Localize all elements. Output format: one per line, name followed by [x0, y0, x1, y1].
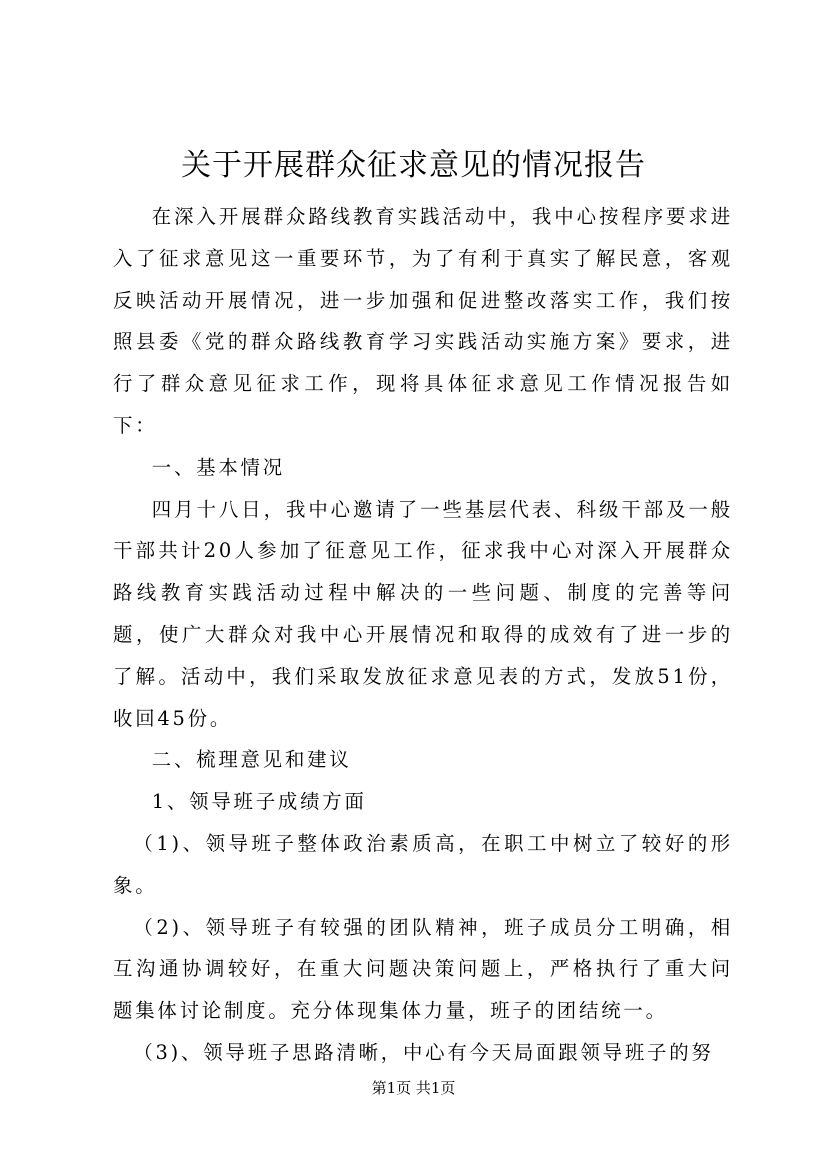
list-item-2: （2)、领导班子有较强的团队精神，班子成员分工明确，相互沟通协调较好，在重大问题决策问题上，严格执行了重大问题集体讨论制度。充分体现集体力量，班子的团结统一。 [113, 915, 733, 1023]
page-footer: 第1页 共1页 [371, 1079, 456, 1097]
subsection-heading-leadership: 1、领导班子成绩方面 [151, 790, 367, 814]
document-body [113, 196, 733, 1074]
document-title: 关于开展群众征求意见的情况报告 [181, 148, 646, 183]
paragraph-intro: 在深入开展群众路线教育实践活动中，我中心按程序要求进入了征求意见这一重要环节，为了有利于真实了解民意，客观反映活动开展情况，进一步加强和促进整改落实工作，我们按照县委《党的群众路线教育学习实践活动实施方案》要求，进行了群众意见征求工作，现将具体征求意见工作情况报告如下： [113, 205, 733, 437]
section-heading-basic-situation: 一、基本情况 [151, 455, 285, 479]
paragraph-basic-situation: 四月十八日，我中心邀请了一些基层代表、科级干部及一般干部共计20人参加了征意见工作，征求我中心对深入开展群众路线教育实践活动过程中解决的一些问题、制度的完善等问题，使广大群众对我中心开展情况和取得的成效有了进一步的了解。活动中，我们采取发放征求意见表的方式，发放51份，收回45份。 [113, 497, 733, 730]
section-heading-opinions: 二、梳理意见和建议 [151, 748, 352, 772]
list-item-3: （3)、领导班子思路清晰，中心有今天局面跟领导班子的努 [133, 1040, 714, 1064]
list-item-1: （1)、领导班子整体政治素质高，在职工中树立了较好的形象。 [113, 831, 733, 897]
